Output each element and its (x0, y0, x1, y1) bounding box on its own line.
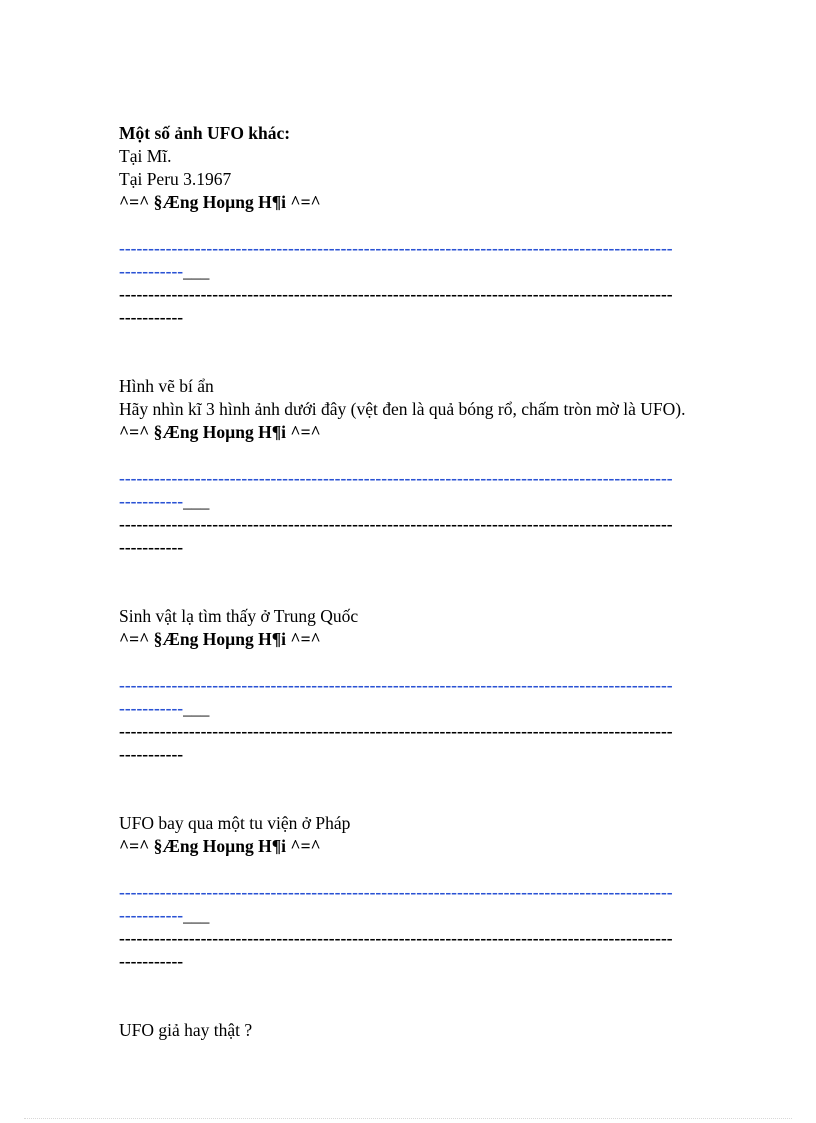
section-title: UFO bay qua một tu viện ở Pháp (119, 813, 351, 833)
caption-line: Tại Peru 3.1967 (119, 169, 232, 189)
separator-tail: ___ (183, 491, 210, 511)
separator-link-tail[interactable]: ----------- (119, 698, 184, 718)
section-heading: Một số ảnh UFO khác: (119, 123, 291, 143)
author-signature: ^=^ §Æng Hoµng H¶i ^=^ (119, 422, 321, 442)
author-signature: ^=^ §Æng Hoµng H¶i ^=^ (119, 629, 321, 649)
document-body (119, 122, 699, 1042)
separator-tail: ___ (183, 698, 210, 718)
separator-link[interactable]: ----------------------------------------------------------------------------------------------- (119, 675, 673, 695)
section-title: Sinh vật lạ tìm thấy ở Trung Quốc (119, 606, 359, 626)
separator-link-tail[interactable]: ----------- (119, 491, 184, 511)
separator-link-tail[interactable]: ----------- (119, 261, 184, 281)
separator-rule-tail: ----------- (119, 537, 184, 557)
separator-link[interactable]: ----------------------------------------------------------------------------------------------- (119, 468, 673, 488)
separator-link-tail[interactable]: ----------- (119, 905, 184, 925)
section-body: Hãy nhìn kĩ 3 hình ảnh dưới đây (vệt đen là quả bóng rổ, chấm tròn mờ là UFO). (119, 399, 686, 419)
separator-tail: ___ (183, 905, 210, 925)
separator-rule: ----------------------------------------------------------------------------------------------- (119, 514, 673, 534)
caption-line: Tại Mĩ. (119, 146, 172, 166)
separator-rule-tail: ----------- (119, 744, 184, 764)
separator-link[interactable]: ----------------------------------------------------------------------------------------------- (119, 882, 673, 902)
separator-tail: ___ (183, 261, 210, 281)
separator-rule-tail: ----------- (119, 307, 184, 327)
separator-link[interactable]: ----------------------------------------------------------------------------------------------- (119, 238, 673, 258)
separator-rule-tail: ----------- (119, 951, 184, 971)
separator-rule: ----------------------------------------------------------------------------------------------- (119, 721, 673, 741)
separator-rule: ----------------------------------------------------------------------------------------------- (119, 928, 673, 948)
separator-rule: ----------------------------------------------------------------------------------------------- (119, 284, 673, 304)
author-signature: ^=^ §Æng Hoµng H¶i ^=^ (119, 836, 321, 856)
section-title: Hình vẽ bí ẩn (119, 376, 214, 396)
section-title: UFO giả hay thật ? (119, 1020, 253, 1040)
page-bottom-rule (24, 1118, 792, 1119)
author-signature: ^=^ §Æng Hoµng H¶i ^=^ (119, 192, 321, 212)
